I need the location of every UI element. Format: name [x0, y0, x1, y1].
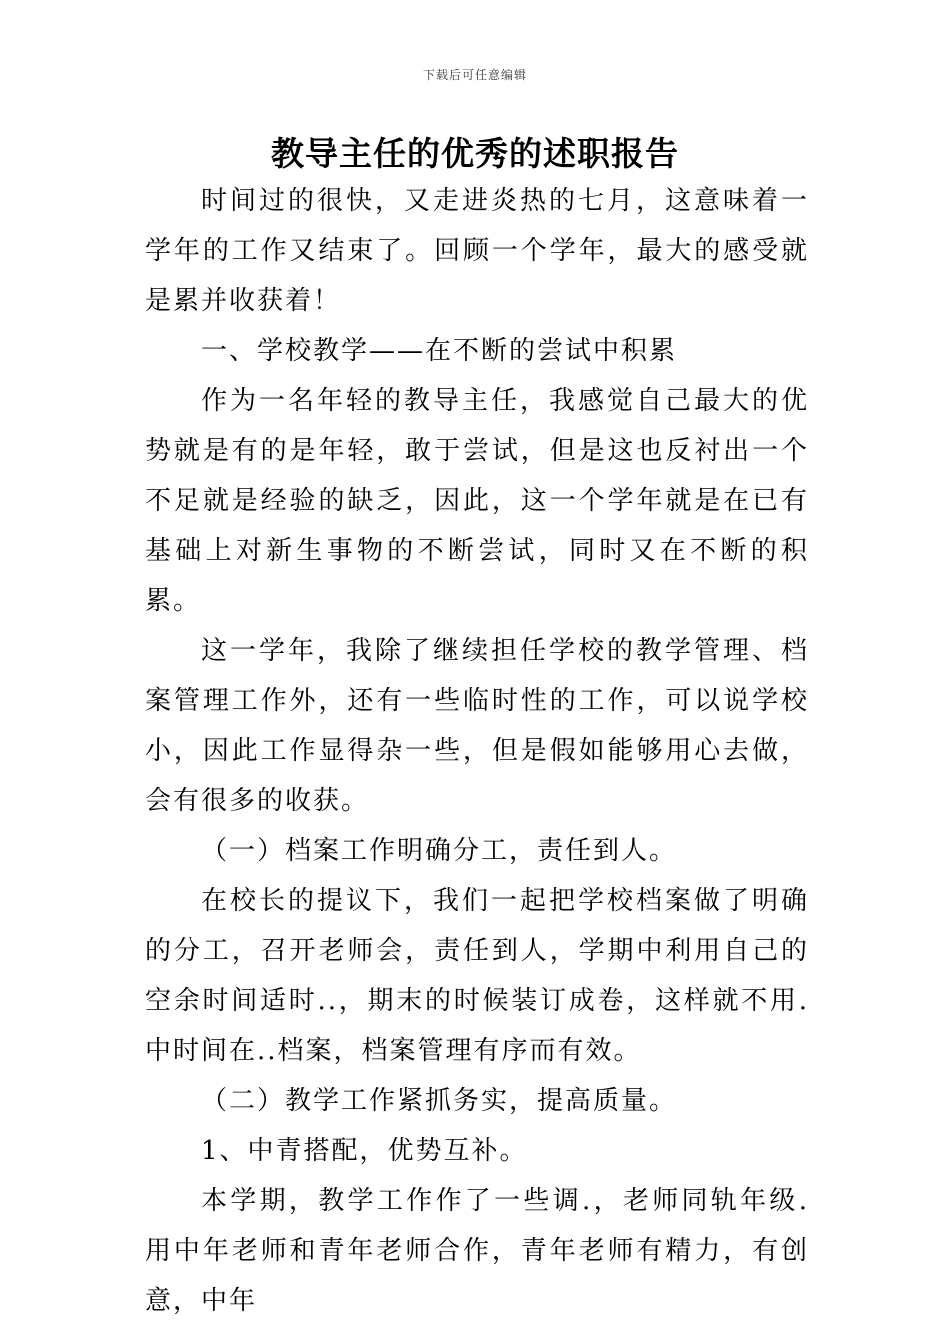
list-item-heading: 1、中青搭配，优势互补。	[201, 1136, 528, 1166]
paragraph-intro: 时间过的很快，又走进炎热的七月，这意味着一学年的工作又结束了。回顾一个学年，最大的感受就是累并收获着！	[145, 186, 809, 316]
paragraph: 本学期，教学工作作了一些调.，老师同轨年级.用中年老师和青年老师合作，青年老师有精力，有创意，中年	[145, 1186, 809, 1316]
paragraph: 这一学年，我除了继续担任学校的教学管理、档案管理工作外，还有一些临时性的工作，可以说学校小，因此工作显得杂一些，但是假如能够用心去做，会有很多的收获。	[145, 636, 809, 816]
section-heading-1: 一、学校教学——在不断的尝试中积累	[201, 336, 678, 366]
header-note: 下载后可任意编辑	[422, 68, 527, 82]
page-title: 教导主任的优秀的述职报告	[271, 134, 679, 173]
subsection-heading-2: （二）教学工作紧抓务实，提高质量。	[201, 1086, 678, 1116]
subsection-heading-1: （一）档案工作明确分工，责任到人。	[201, 836, 678, 866]
paragraph: 作为一名年轻的教导主任，我感觉自己最大的优势就是有的是年轻，敢于尝试，但是这也反衬出一个不足就是经验的缺乏，因此，这一个学年就是在已有基础上对新生事物的不断尝试，同时又在不断的积累。	[145, 386, 809, 616]
document-body	[145, 176, 809, 1326]
paragraph: 在校长的提议下，我们一起把学校档案做了明确的分工，召开老师会，责任到人，学期中利用自己的空余时间适时..，期末的时候装订成卷，这样就不用.中时间在..档案，档案管理有序而有效。	[145, 886, 809, 1066]
